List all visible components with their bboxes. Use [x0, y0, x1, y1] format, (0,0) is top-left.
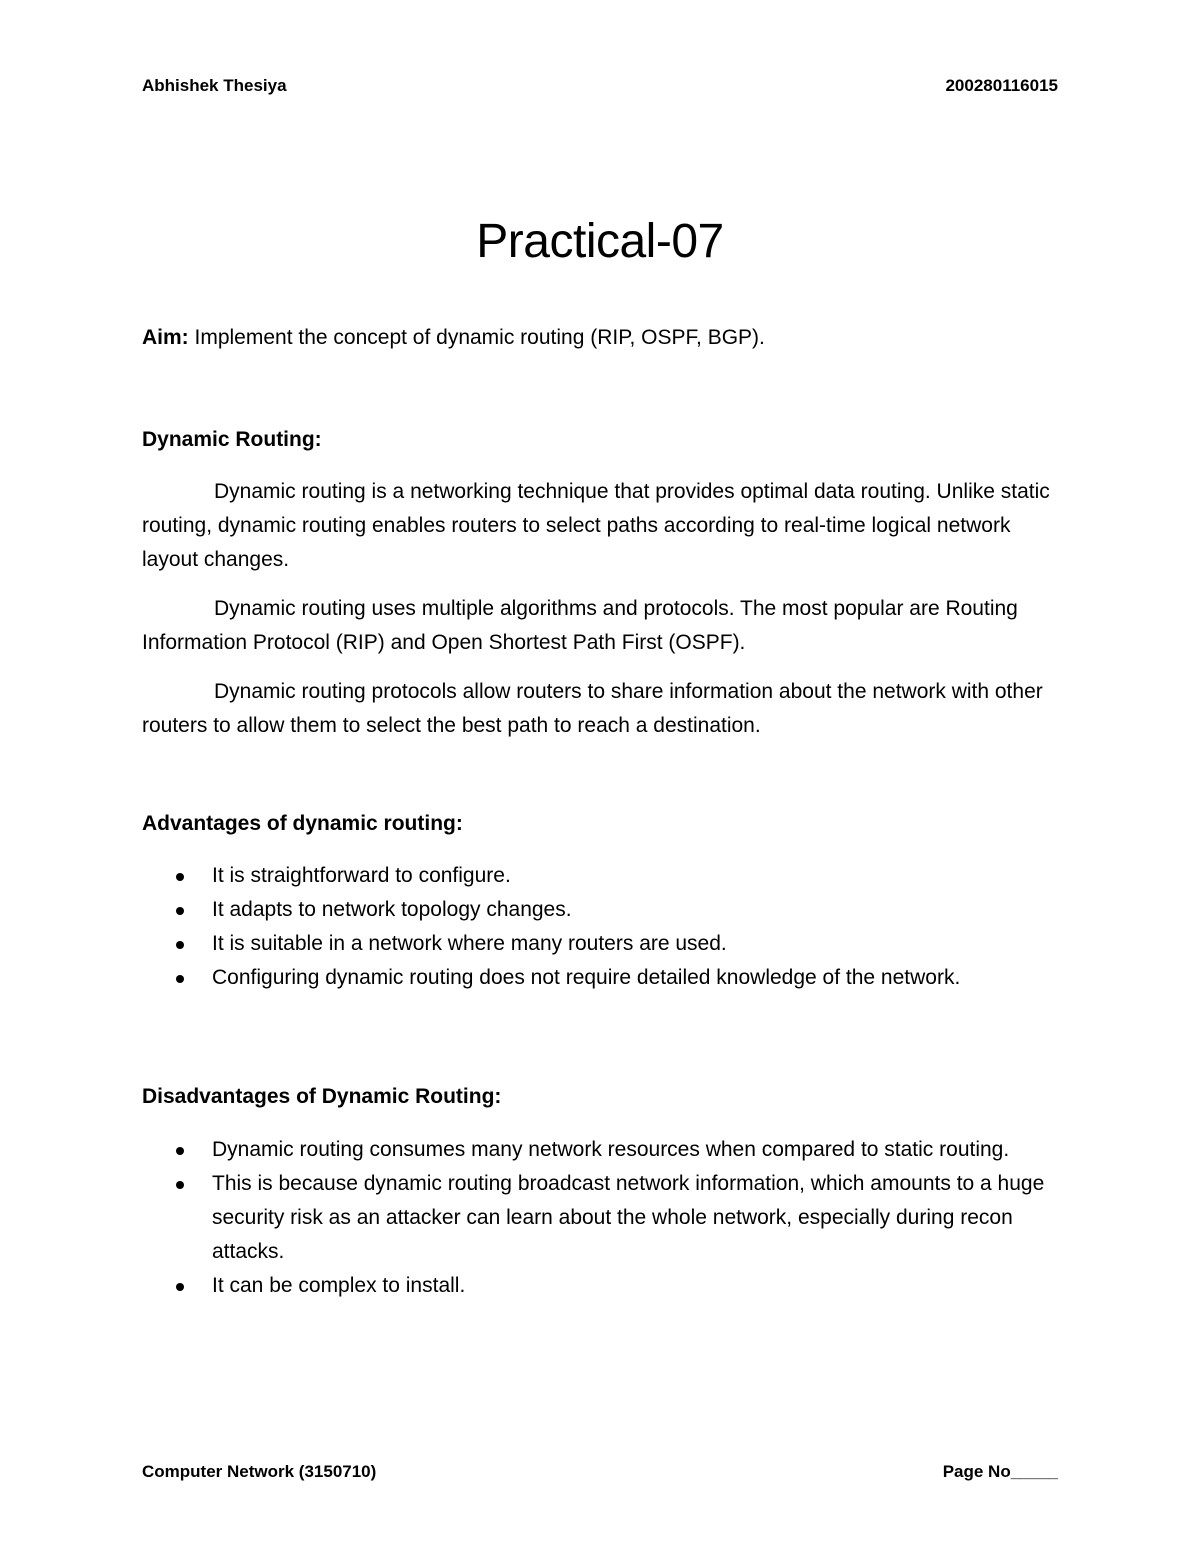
- dynamic-routing-heading: Dynamic Routing:: [142, 428, 322, 451]
- header-author: Abhishek Thesiya: [142, 76, 287, 95]
- bullet-icon: [176, 1283, 184, 1291]
- footer-course: Computer Network (3150710): [142, 1462, 377, 1481]
- aim-line: [142, 321, 1062, 355]
- disadvantages-list: [142, 1133, 1058, 1303]
- list-item: It is straightforward to configure.: [142, 859, 1002, 893]
- footer-page-number: Page No_____: [942, 1462, 1058, 1481]
- dynamic-routing-section: [142, 475, 1058, 743]
- aim-text: Implement the concept of dynamic routing (RIP, OSPF, BGP).: [188, 326, 765, 349]
- list-item: Configuring dynamic routing does not require detailed knowledge of the network.: [142, 961, 1002, 995]
- advantages-list: [142, 859, 1002, 995]
- bullet-icon: [176, 941, 184, 949]
- bullet-icon: [176, 975, 184, 983]
- paragraph-1: Dynamic routing is a networking technique that provides optimal data routing. Unlike static routing, dynamic routing enables routers to select paths according to real-time logical network layout changes.: [142, 480, 1050, 571]
- bullet-icon: [176, 1181, 184, 1189]
- list-item: Dynamic routing consumes many network resources when compared to static routing.: [142, 1133, 1058, 1167]
- header-enrollment: 200280116015: [945, 76, 1058, 95]
- bullet-icon: [176, 907, 184, 915]
- list-item: It adapts to network topology changes.: [142, 893, 1002, 927]
- aim-label: Aim:: [142, 326, 189, 349]
- paragraph-2: Dynamic routing uses multiple algorithms and protocols. The most popular are Routing Information Protocol (RIP) and Open Shortest Path First (OSPF).: [142, 597, 1018, 654]
- bullet-icon: [176, 1147, 184, 1155]
- bullet-icon: [176, 873, 184, 881]
- list-item: It is suitable in a network where many routers are used.: [142, 927, 1002, 961]
- page-title: Practical-07: [476, 215, 724, 268]
- disadvantages-heading: Disadvantages of Dynamic Routing:: [142, 1085, 502, 1108]
- list-item: This is because dynamic routing broadcast network information, which amounts to a huge security risk as an attacker can learn about the whole network, especially during recon attacks.: [142, 1167, 1058, 1269]
- advantages-heading: Advantages of dynamic routing:: [142, 812, 463, 835]
- list-item: It can be complex to install.: [142, 1269, 1058, 1303]
- paragraph-3: Dynamic routing protocols allow routers to share information about the network with other routers to allow them to select the best path to reach a destination.: [142, 680, 1043, 737]
